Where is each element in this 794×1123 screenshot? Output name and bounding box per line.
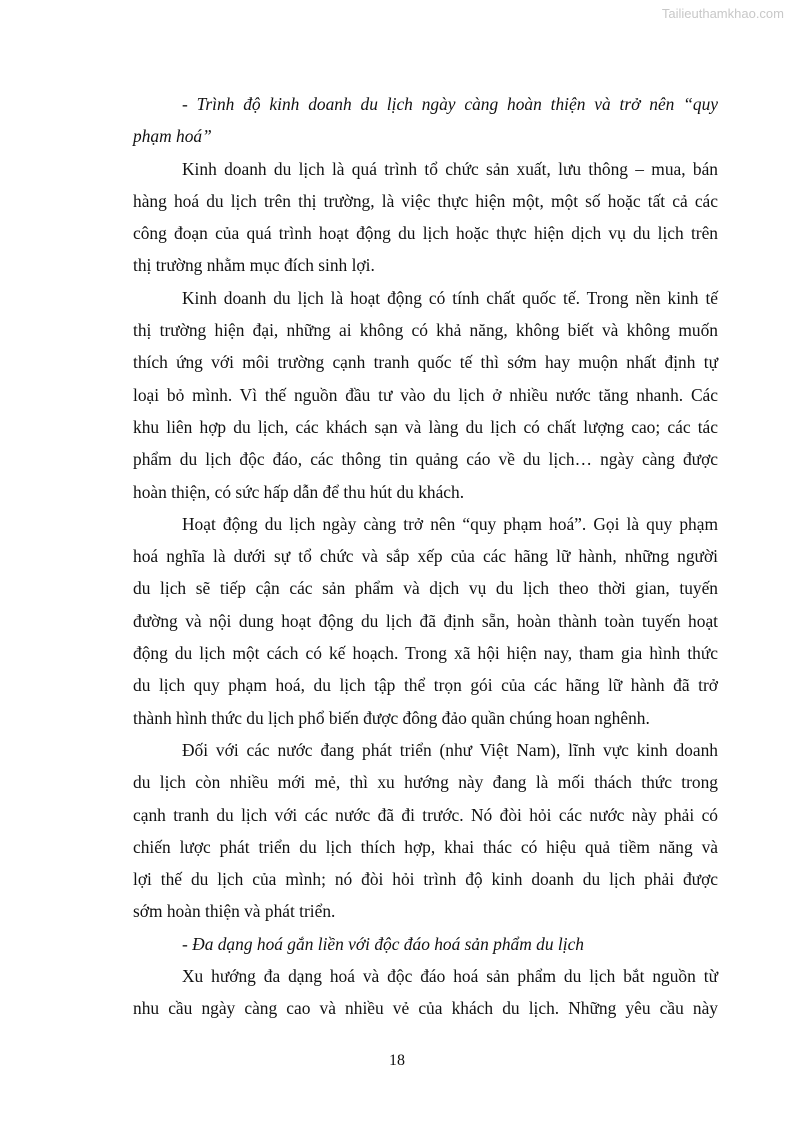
text-line: Đối với các nước đang phát triển (như Việt Nam), lĩnh vực kinh doanh bbox=[182, 739, 718, 760]
text-line: lợi thế du lịch của mình; nó đòi hỏi trình độ kinh doanh du lịch phải được bbox=[133, 869, 718, 890]
page-number: 18 bbox=[389, 1052, 405, 1069]
text-line: hàng hoá du lịch trên thị trường, là việc thực hiện một, một số hoặc tất cả các bbox=[133, 190, 718, 211]
text-line: thị trường hiện đại, những ai không có khả năng, không biết và không muốn bbox=[133, 320, 718, 341]
text-line: sớm hoàn thiện và phát triển. bbox=[133, 901, 336, 922]
section-heading bbox=[133, 88, 718, 153]
paragraph bbox=[133, 508, 718, 734]
paragraph bbox=[133, 282, 718, 508]
watermark: Tailieuthamkhao.com bbox=[661, 6, 784, 21]
paragraph bbox=[133, 153, 718, 282]
text-line: động du lịch một cách có kế hoạch. Trong xã hội hiện nay, tham gia hình thức bbox=[133, 643, 718, 664]
text-line: loại bỏ mình. Vì thế nguồn đầu tư vào du lịch ở nhiều nước tăng nhanh. Các bbox=[133, 384, 718, 405]
text-line: nhu cầu ngày càng cao và nhiều vẻ của khách du lịch. Những yêu cầu này bbox=[133, 998, 718, 1019]
text-line: thành hình thức du lịch phổ biến được đông đảo quần chúng hoan nghênh. bbox=[133, 707, 650, 728]
text-line: thích ứng với môi trường cạnh tranh quốc tế thì sớm hay muộn nhất định tự bbox=[133, 352, 718, 373]
text-line: thị trường nhằm mục đích sinh lợi. bbox=[133, 255, 375, 276]
text-line: chiến lược phát triển du lịch thích hợp, khai thác có hiệu quả tiềm năng và bbox=[133, 836, 718, 857]
document-body bbox=[133, 88, 718, 1025]
text-line: khu liên hợp du lịch, các khách sạn và làng du lịch có chất lượng cao; các tác bbox=[133, 416, 718, 437]
paragraph bbox=[133, 734, 718, 928]
text-line: hoàn thiện, có sức hấp dẫn để thu hút du khách. bbox=[133, 481, 465, 502]
paragraph bbox=[133, 960, 718, 1025]
text-line: hoá nghĩa là dưới sự tổ chức và sắp xếp của các hãng lữ hành, những người bbox=[133, 546, 718, 567]
text-line: - Đa dạng hoá gắn liền với độc đáo hoá sản phẩm du lịch bbox=[182, 933, 584, 954]
text-line: phẩm du lịch độc đáo, các thông tin quảng cáo về du lịch… ngày càng được bbox=[133, 449, 718, 470]
text-line: công đoạn của quá trình hoạt động du lịch hoặc thực hiện dịch vụ du lịch trên bbox=[133, 223, 718, 244]
text-line: phạm hoá” bbox=[133, 126, 212, 147]
text-line: đường và nội dung hoạt động du lịch đã định sẵn, hoàn thành toàn tuyến hoạt bbox=[133, 610, 718, 631]
text-line: du lịch sẽ tiếp cận các sản phẩm và dịch vụ du lịch theo thời gian, tuyến bbox=[133, 578, 718, 599]
text-line: Kinh doanh du lịch là hoạt động có tính chất quốc tế. Trong nền kinh tế bbox=[182, 287, 718, 308]
text-line: Kinh doanh du lịch là quá trình tổ chức sản xuất, lưu thông – mua, bán bbox=[182, 158, 718, 179]
text-line: cạnh tranh du lịch với các nước đã đi trước. Nó đòi hỏi các nước này phải có bbox=[133, 804, 718, 825]
text-line: du lịch quy phạm hoá, du lịch tập thể trọn gói của các hãng lữ hành đã trở bbox=[133, 675, 718, 696]
section-heading bbox=[133, 928, 718, 960]
text-line: du lịch còn nhiều mới mẻ, thì xu hướng này đang là mối thách thức trong bbox=[133, 772, 718, 793]
text-line: Hoạt động du lịch ngày càng trở nên “quy phạm hoá”. Gọi là quy phạm bbox=[182, 513, 718, 534]
text-line: Xu hướng đa dạng hoá và độc đáo hoá sản phẩm du lịch bắt nguồn từ bbox=[182, 966, 718, 987]
text-line: - Trình độ kinh doanh du lịch ngày càng hoàn thiện và trở nên “quy bbox=[182, 94, 718, 114]
